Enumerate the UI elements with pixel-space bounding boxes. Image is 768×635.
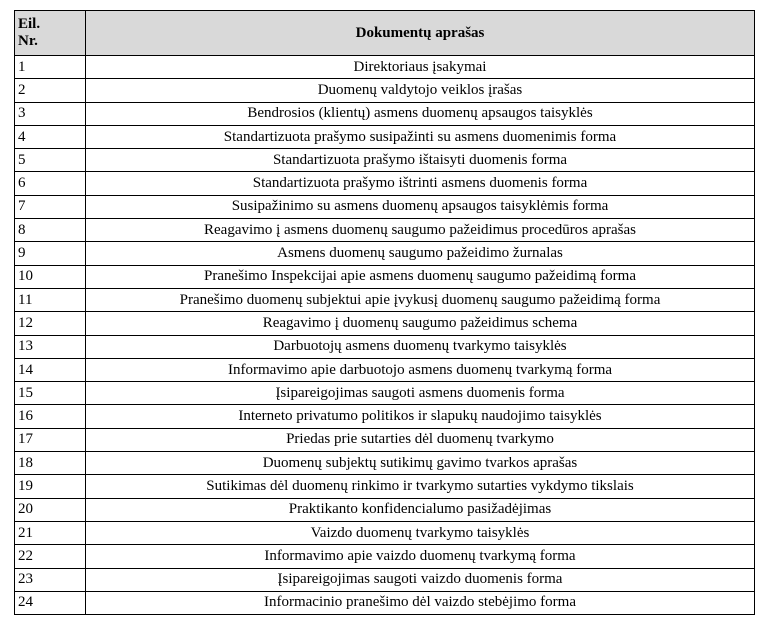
row-number-cell: 22 (15, 545, 86, 568)
row-description-cell: Praktikanto konfidencialumo pasižadėjimas (86, 498, 755, 521)
table-body (15, 56, 755, 615)
row-description-cell: Įsipareigojimas saugoti asmens duomenis forma (86, 382, 755, 405)
table-row (15, 219, 755, 242)
row-description-cell: Informavimo apie vaizdo duomenų tvarkymą forma (86, 545, 755, 568)
row-description-cell: Reagavimo į asmens duomenų saugumo pažeidimus procedūros aprašas (86, 219, 755, 242)
row-number-cell: 1 (15, 56, 86, 79)
row-number-cell: 21 (15, 521, 86, 544)
table-row (15, 149, 755, 172)
row-number-cell: 15 (15, 382, 86, 405)
row-number-cell: 23 (15, 568, 86, 591)
table-row (15, 79, 755, 102)
row-description-cell: Informavimo apie darbuotojo asmens duomenų tvarkymą forma (86, 358, 755, 381)
row-description-cell: Pranešimo Inspekcijai apie asmens duomenų saugumo pažeidimą forma (86, 265, 755, 288)
row-description-cell: Vaizdo duomenų tvarkymo taisyklės (86, 521, 755, 544)
row-number-cell: 11 (15, 288, 86, 311)
row-description-cell: Susipažinimo su asmens duomenų apsaugos taisyklėmis forma (86, 195, 755, 218)
row-description-cell: Standartizuota prašymo ištaisyti duomenis forma (86, 149, 755, 172)
row-number-cell: 17 (15, 428, 86, 451)
table-row (15, 405, 755, 428)
row-number-cell: 14 (15, 358, 86, 381)
table-row (15, 382, 755, 405)
table-row (15, 288, 755, 311)
row-description-cell: Standartizuota prašymo ištrinti asmens duomenis forma (86, 172, 755, 195)
table-row (15, 335, 755, 358)
column-header-number (15, 11, 86, 56)
row-description-cell: Įsipareigojimas saugoti vaizdo duomenis forma (86, 568, 755, 591)
row-number-cell: 6 (15, 172, 86, 195)
table-row (15, 591, 755, 614)
row-description-cell: Duomenų subjektų sutikimų gavimo tvarkos aprašas (86, 452, 755, 475)
table-header-row (15, 11, 755, 56)
row-description-cell: Reagavimo į duomenų saugumo pažeidimus schema (86, 312, 755, 335)
row-description-cell: Interneto privatumo politikos ir slapukų naudojimo taisyklės (86, 405, 755, 428)
documents-table (14, 10, 755, 615)
table-row (15, 56, 755, 79)
column-header-description: Dokumentų aprašas (86, 11, 755, 56)
table-row (15, 102, 755, 125)
row-description-cell: Direktoriaus įsakymai (86, 56, 755, 79)
row-description-cell: Pranešimo duomenų subjektui apie įvykusį duomenų saugumo pažeidimą forma (86, 288, 755, 311)
row-number-cell: 12 (15, 312, 86, 335)
table-row (15, 172, 755, 195)
table-row (15, 428, 755, 451)
table-row (15, 498, 755, 521)
table-row (15, 265, 755, 288)
row-number-cell: 19 (15, 475, 86, 498)
row-number-cell: 2 (15, 79, 86, 102)
row-number-cell: 5 (15, 149, 86, 172)
row-number-cell: 9 (15, 242, 86, 265)
table-row (15, 475, 755, 498)
table-row (15, 545, 755, 568)
table-row (15, 195, 755, 218)
row-number-cell: 24 (15, 591, 86, 614)
row-number-cell: 4 (15, 125, 86, 148)
row-number-cell: 3 (15, 102, 86, 125)
row-description-cell: Darbuotojų asmens duomenų tvarkymo taisyklės (86, 335, 755, 358)
table-row (15, 521, 755, 544)
row-description-cell: Informacinio pranešimo dėl vaizdo stebėjimo forma (86, 591, 755, 614)
row-description-cell: Bendrosios (klientų) asmens duomenų apsaugos taisyklės (86, 102, 755, 125)
row-number-cell: 7 (15, 195, 86, 218)
column-header-number-line2: Nr. (18, 33, 38, 49)
row-number-cell: 18 (15, 452, 86, 475)
table-row (15, 242, 755, 265)
table-row (15, 568, 755, 591)
row-number-cell: 8 (15, 219, 86, 242)
row-description-cell: Asmens duomenų saugumo pažeidimo žurnalas (86, 242, 755, 265)
row-number-cell: 20 (15, 498, 86, 521)
row-description-cell: Duomenų valdytojo veiklos įrašas (86, 79, 755, 102)
table-row (15, 452, 755, 475)
column-header-number-line1: Eil. (18, 16, 41, 32)
row-description-cell: Sutikimas dėl duomenų rinkimo ir tvarkymo sutarties vykdymo tikslais (86, 475, 755, 498)
row-number-cell: 13 (15, 335, 86, 358)
row-number-cell: 10 (15, 265, 86, 288)
table-row (15, 312, 755, 335)
table-row (15, 125, 755, 148)
row-description-cell: Priedas prie sutarties dėl duomenų tvarkymo (86, 428, 755, 451)
row-number-cell: 16 (15, 405, 86, 428)
row-description-cell: Standartizuota prašymo susipažinti su asmens duomenimis forma (86, 125, 755, 148)
table-row (15, 358, 755, 381)
